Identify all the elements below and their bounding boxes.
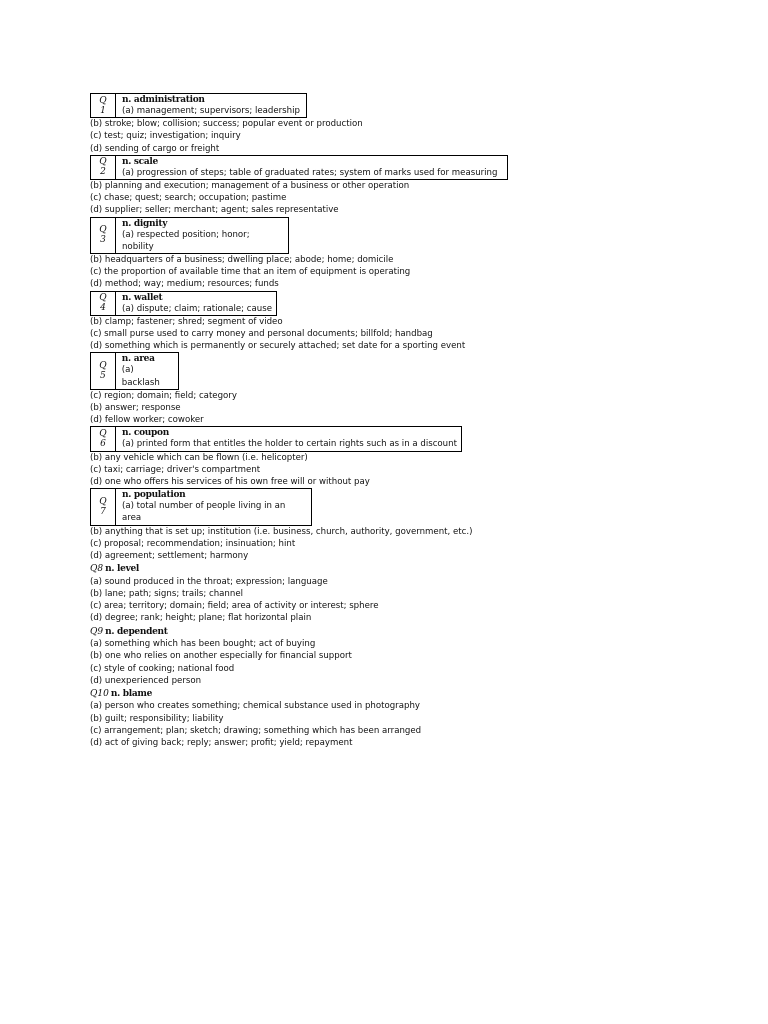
question-10 (90, 688, 730, 749)
question-word: n. area (121, 354, 155, 365)
option: (b) planning and execution; management of a business or other operation (90, 181, 410, 192)
option: (b) any vehicle which can be flown (i.e. helicopter) (90, 452, 308, 463)
option-a: (a) dispute; claim; rationale; cause (122, 303, 273, 314)
question-box (90, 93, 307, 118)
question-number: Q 7 (91, 489, 116, 524)
option: (d) act of giving back; reply; answer; profit; yield; repayment (90, 738, 353, 749)
option: (d) agreement; settlement; harmony (90, 551, 249, 562)
question-word: n. wallet (122, 292, 163, 303)
question-8 (90, 563, 730, 624)
option: (c) region; domain; field; category (90, 390, 237, 401)
question-word: n. level (105, 564, 140, 575)
question-heading (90, 688, 730, 701)
question-box (90, 352, 179, 389)
option: (b) stroke; blow; collision; success; popular event or production (90, 119, 363, 130)
option-a: (a) backlash (121, 365, 160, 388)
option: (b) clamp; fastener; shred; segment of video (90, 316, 283, 327)
question-4 (90, 291, 730, 353)
question-word: n. administration (122, 95, 205, 105)
question-number: Q 5 (91, 353, 116, 388)
question-number: Q8 (90, 564, 104, 575)
question-box (90, 291, 277, 316)
option-a: (a) management; supervisors; leadership (122, 106, 300, 116)
question-7 (90, 488, 730, 562)
option: (c) test; quiz; investigation; inquiry (90, 131, 241, 142)
option-a: (a) respected position; honor; nobility (121, 229, 250, 252)
option: (d) something which is permanently or securely attached; set date for a sporting event (90, 341, 466, 352)
question-number: Q 3 (91, 218, 116, 253)
question-word: n. dignity (121, 218, 168, 229)
option: (c) style of cooking; national food (90, 663, 235, 674)
option: (d) one who offers his services of his own free will or without pay (90, 477, 370, 488)
question-6 (90, 426, 730, 488)
question-body (116, 218, 288, 253)
question-body (116, 156, 501, 179)
option: (c) proposal; recommendation; insinuation; hint (90, 538, 296, 549)
question-body (116, 292, 276, 315)
option: (d) sending of cargo or freight (90, 143, 220, 154)
question-number: Q10 (90, 688, 109, 699)
option: (b) answer; response (90, 403, 181, 414)
option: (b) headquarters of a business; dwelling place; abode; home; domicile (90, 255, 394, 266)
question-body (116, 353, 178, 388)
question-body (116, 489, 311, 524)
option: (c) arrangement; plan; sketch; drawing; something which has been arranged (90, 725, 422, 736)
option: (d) fellow worker; cowoker (90, 415, 204, 426)
question-word: n. population (121, 490, 186, 501)
question-box (90, 488, 312, 525)
option: (c) small purse used to carry money and personal documents; billfold; handbag (90, 329, 433, 340)
question-word: n. coupon (122, 428, 169, 439)
option: (a) person who creates something; chemical substance used in photography (90, 701, 420, 712)
option: (b) lane; path; signs; trails; channel (90, 589, 243, 599)
option: (c) chase; quest; search; occupation; pastime (90, 193, 287, 204)
question-number: Q9 (90, 626, 104, 637)
option: (c) area; territory; domain; field; area of activity or interest; sphere (90, 601, 379, 612)
question-box (90, 426, 462, 451)
option-a: (a) printed form that entitles the holder to certain rights such as in a discount (122, 439, 457, 450)
question-5 (90, 352, 730, 426)
option-a: (a) total number of people living in an area (121, 501, 286, 524)
option: (a) sound produced in the throat; expression; language (90, 576, 328, 587)
option: (d) supplier; seller; merchant; agent; sales representative (90, 205, 339, 216)
question-1 (90, 93, 730, 155)
question-number: Q 2 (91, 156, 116, 179)
option: (a) something which has been bought; act of buying (90, 639, 316, 650)
question-heading (90, 626, 730, 639)
question-number: Q 6 (91, 427, 116, 450)
option: (d) degree; rank; height; plane; flat horizontal plain (90, 613, 312, 624)
option: (d) method; way; medium; resources; funds (90, 279, 279, 290)
option: (c) the proportion of available time that an item of equipment is operating (90, 267, 411, 278)
option-a: (a) progression of steps; table of graduated rates; system of marks used for measuring (122, 167, 498, 178)
question-word: n. scale (122, 156, 158, 167)
question-2 (90, 155, 730, 217)
option: (b) one who relies on another especially for financial support (90, 651, 352, 662)
question-word: n. blame (110, 688, 153, 699)
option: (b) guilt; responsibility; liability (90, 713, 224, 724)
question-number: Q 4 (91, 292, 116, 315)
question-box (90, 155, 508, 180)
question-body (116, 427, 461, 450)
question-heading (90, 563, 730, 576)
question-9 (90, 626, 730, 687)
question-number: Q 1 (91, 94, 116, 117)
question-body (116, 94, 304, 117)
option: (d) unexperienced person (90, 675, 202, 686)
option: (b) anything that is set up; institution (i.e. business, church, authority, government, etc.) (90, 526, 473, 537)
question-word: n. dependent (105, 626, 168, 637)
question-box (90, 217, 289, 254)
option: (c) taxi; carriage; driver's compartment (90, 464, 261, 475)
question-3 (90, 217, 730, 291)
vocabulary-quiz (90, 93, 730, 749)
